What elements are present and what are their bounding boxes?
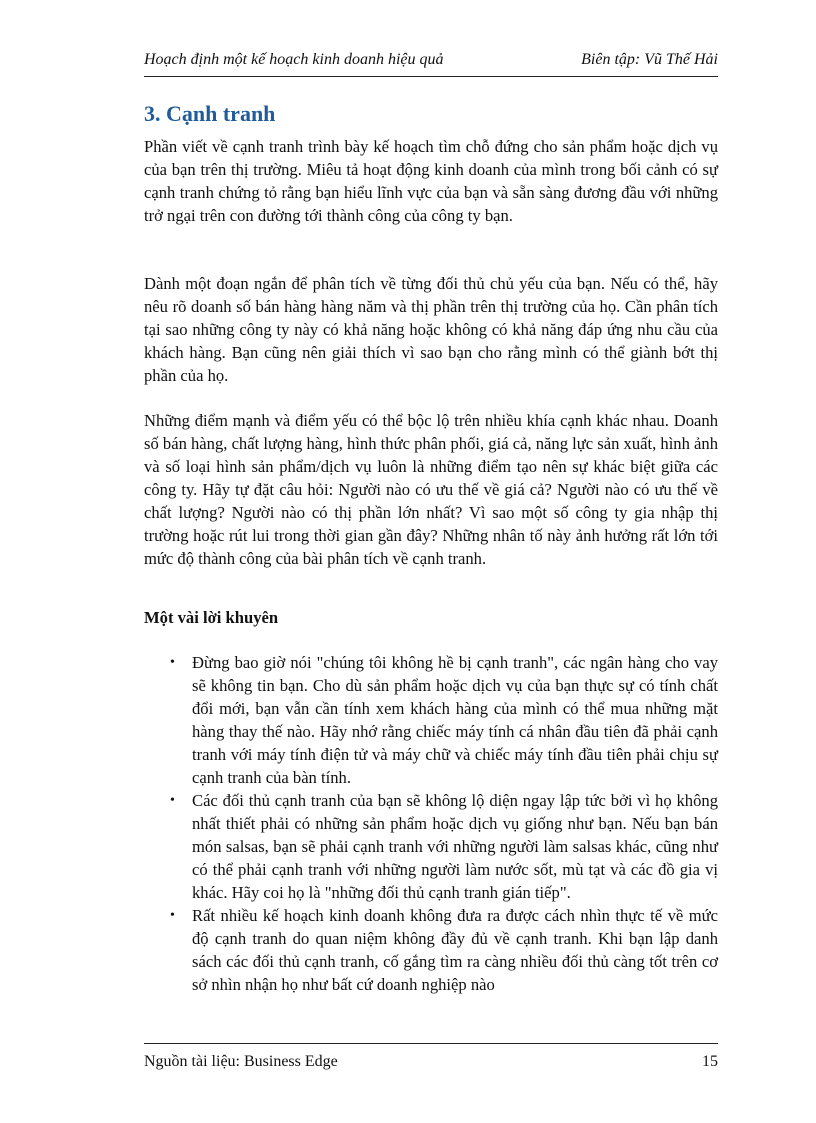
list-item-text: Rất nhiều kế hoạch kinh doanh không đưa ra được cách nhìn thực tế về mức độ cạnh tranh do quan niệm không đầy đủ về cạnh tranh. Khi bạn lập danh sách các đối thủ cạnh tranh, cố gắng tìm ra càng nhiều đối thủ càng tốt trên cơ sở nhìn nhận họ như bất cứ doanh nghiệp nào: [192, 906, 718, 994]
running-header: [144, 50, 718, 70]
header-document-title: Hoạch định một kế hoạch kinh doanh hiệu quả: [144, 51, 444, 68]
header-rule: [144, 76, 718, 77]
list-item-text: Các đối thủ cạnh tranh của bạn sẽ không lộ diện ngay lập tức bởi vì họ không nhất thiết phải có những sản phẩm hoặc dịch vụ giống như bạn. Nếu bạn bán món salsas, bạn sẽ phải cạnh tranh với những người làm salsas khác, cũng như có thể phải cạnh tranh với những người làm nước sốt, mù tạt và các đồ gia vị khác. Hãy coi họ là "những đối thủ cạnh tranh gián tiếp".: [192, 791, 718, 902]
bullet-icon: •: [170, 908, 175, 923]
paragraph: Dành một đoạn ngắn để phân tích về từng đối thủ chủ yếu của bạn. Nếu có thể, hãy nêu rõ doanh số bán hàng hàng năm và thị phần trên thị trường của họ. Cần phân tích tại sao những công ty này có khả năng hoặc không có khả năng đáp ứng nhu cầu của khách hàng. Bạn cũng nên giải thích vì sao bạn cho rằng mình có thể giành bớt thị phần của họ.: [144, 274, 718, 385]
paragraph: Phần viết về cạnh tranh trình bày kế hoạch tìm chỗ đứng cho sản phẩm hoặc dịch vụ của bạn trên thị trường. Miêu tả hoạt động kinh doanh của mình trong bối cảnh có sự cạnh tranh chứng tỏ rằng bạn hiểu lĩnh vực của bạn và sẵn sàng đương đầu với những trở ngại trên con đường tới thành công của công ty bạn.: [144, 137, 718, 225]
list-item: [144, 904, 718, 996]
section-title: 3. Cạnh tranh: [144, 101, 276, 126]
tips-list: [144, 651, 718, 996]
list-item: [144, 789, 718, 904]
list-item: [144, 651, 718, 789]
footer-source: Nguồn tài liệu: Business Edge: [144, 1053, 338, 1070]
page-number: 15: [702, 1053, 718, 1070]
paragraph: Những điểm mạnh và điểm yếu có thể bộc lộ trên nhiều khía cạnh khác nhau. Doanh số bán hàng, chất lượng hàng, hình thức phân phối, giá cả, năng lực sản xuất, hình ảnh và số loại hình sản phẩm/dịch vụ luôn là những điểm tạo nên sự khác biệt giữa các công ty. Hãy tự đặt câu hỏi: Người nào có ưu thế về giá cả? Người nào có ưu thế về chất lượng? Người nào có thị phần lớn nhất? Vì sao một số công ty gia nhập thị trường hoặc rút lui trong thời gian gần đây? Những nhân tố này ảnh hưởng rất lớn tới mức độ thành công của bài phân tích về cạnh tranh.: [144, 411, 718, 568]
list-item-text: Đừng bao giờ nói "chúng tôi không hề bị cạnh tranh", các ngân hàng cho vay sẽ không tin bạn. Cho dù sản phẩm hoặc dịch vụ của bạn thực sự có tính chất đổi mới, bạn vẫn cần tính xem khách hàng của mình có thể mua những mặt hàng thay thế nào. Hãy nhớ rằng chiếc máy tính cá nhân đầu tiên đã phải cạnh tranh với máy tính điện tử và máy chữ và chiếc máy tính đầu tiên phải chịu sự cạnh tranh của bàn tính.: [192, 653, 718, 787]
bullet-icon: •: [170, 655, 175, 670]
header-editor: Biên tập: Vũ Thế Hải: [581, 51, 718, 68]
tips-heading: Một vài lời khuyên: [144, 608, 279, 627]
bullet-icon: •: [170, 793, 175, 808]
page-footer: [144, 1052, 718, 1072]
footer-rule: [144, 1043, 718, 1044]
